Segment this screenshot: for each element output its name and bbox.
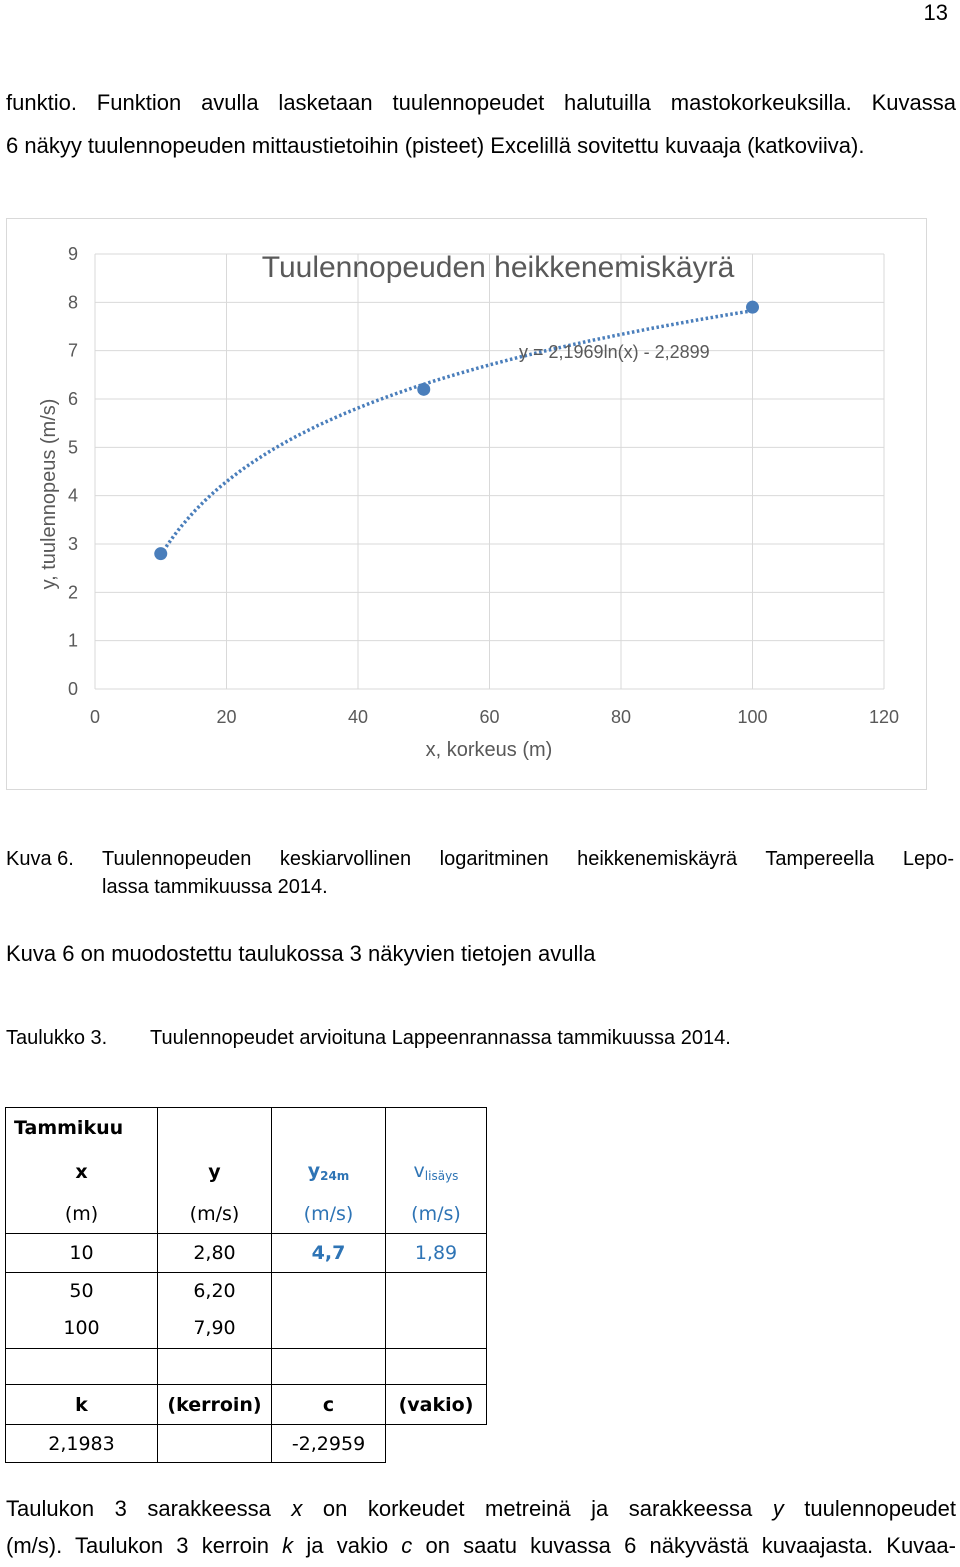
- cell-x: 100: [6, 1309, 158, 1349]
- k-label: k: [6, 1385, 158, 1425]
- cell-y: 7,90: [158, 1309, 272, 1349]
- data-point: [746, 301, 759, 314]
- table-header-month: Tammikuu: [6, 1108, 158, 1148]
- col-header-v-lisays: $v_{lisäys}$: [386, 1148, 487, 1196]
- unit-x: (m): [6, 1196, 158, 1234]
- col-header-x: x: [6, 1148, 158, 1196]
- trendline-equation: y = 2,1969ln(x) - 2,2899: [519, 342, 710, 362]
- table-intro: Kuva 6 on muodostettu taulukossa 3 näkyvien tietojen avulla: [6, 941, 596, 966]
- figure-caption-line-1: Tuulennopeuden keskiarvollinen logaritminen heikkenemiskäyrä Tampereella Lepo-: [102, 848, 954, 870]
- y-tick-label: 3: [67, 534, 78, 554]
- col-header-y: y: [158, 1148, 272, 1196]
- table-row: [6, 1234, 487, 1273]
- y-tick-label: 9: [67, 244, 78, 264]
- figure-caption-line-2: lassa tammikuussa 2014.: [102, 876, 328, 898]
- y-tick-label: 2: [67, 582, 78, 603]
- k-value: 2,1983: [6, 1425, 158, 1463]
- table-title: Tuulennopeudet arvioituna Lappeenrannassa tammikuussa 2014.: [150, 1027, 731, 1049]
- wind-data-table: [5, 1107, 487, 1463]
- cell-y: 2,80: [158, 1234, 272, 1273]
- cell-x: 50: [6, 1273, 158, 1309]
- bottom-paragraph-line-1: Taulukon 3 sarakkeessa x on korkeudet metreinä ja sarakkeessa y tuulennopeudet: [6, 1496, 956, 1521]
- cell-y24: 4,7: [272, 1234, 386, 1273]
- c-description: (vakio): [386, 1385, 487, 1425]
- cell-v: 1,89: [386, 1234, 487, 1273]
- x-axis-label: x, korkeus (m): [425, 739, 553, 761]
- unit-v: (m/s): [386, 1196, 487, 1234]
- y-tick-label: 7: [67, 340, 78, 361]
- bottom-paragraph-line-2: (m/s). Taulukon 3 kerroin k ja vakio c on saatu kuvassa 6 näkyvästä kuvaajasta. Kuvaa-: [6, 1533, 956, 1558]
- chart-container: [6, 218, 927, 790]
- c-value: -2,2959: [272, 1425, 386, 1463]
- x-tick-label: 40: [347, 707, 369, 727]
- y-tick-label: 5: [67, 437, 78, 458]
- cell-y: 6,20: [158, 1273, 272, 1309]
- col-header-y24: $y_{24m}$: [272, 1148, 386, 1196]
- x-tick-label: 0: [89, 707, 101, 727]
- y-tick-label: 4: [67, 485, 78, 506]
- c-label: c: [272, 1385, 386, 1425]
- y-tick-label: 0: [67, 679, 78, 699]
- y-tick-label: 6: [67, 389, 78, 409]
- table-row: [6, 1273, 487, 1309]
- intro-paragraph-line-2: 6 näkyy tuulennopeuden mittaustietoihin (pisteet) Excelillä sovitettu kuvaaja (katkoviiva).: [6, 133, 865, 158]
- y-axis-label: y, tuulennopeus (m/s): [38, 398, 60, 590]
- page-number: 13: [923, 0, 948, 25]
- x-tick-label: 100: [737, 707, 768, 727]
- unit-y24: (m/s): [272, 1196, 386, 1234]
- wind-speed-chart: [7, 219, 926, 789]
- figure-caption-label: Kuva 6.: [6, 848, 74, 870]
- data-point: [154, 547, 167, 560]
- chart-title: Tuulennopeuden heikkenemiskäyrä: [261, 251, 735, 284]
- x-tick-label: 20: [216, 707, 237, 727]
- k-description: (kerroin): [158, 1385, 272, 1425]
- y-tick-label: 1: [67, 630, 78, 651]
- intro-paragraph-line-1: funktio. Funktion avulla lasketaan tuulennopeudet halutuilla mastokorkeuksilla. Kuvassa: [6, 90, 956, 115]
- cell-x: 10: [6, 1234, 158, 1273]
- unit-y: (m/s): [158, 1196, 272, 1234]
- x-tick-label: 60: [479, 707, 500, 727]
- data-point: [417, 383, 430, 396]
- table-label: Taulukko 3.: [6, 1027, 108, 1049]
- x-tick-label: 80: [610, 707, 632, 727]
- y-tick-label: 8: [67, 292, 78, 313]
- table-row: [6, 1309, 487, 1349]
- x-tick-label: 120: [868, 707, 900, 727]
